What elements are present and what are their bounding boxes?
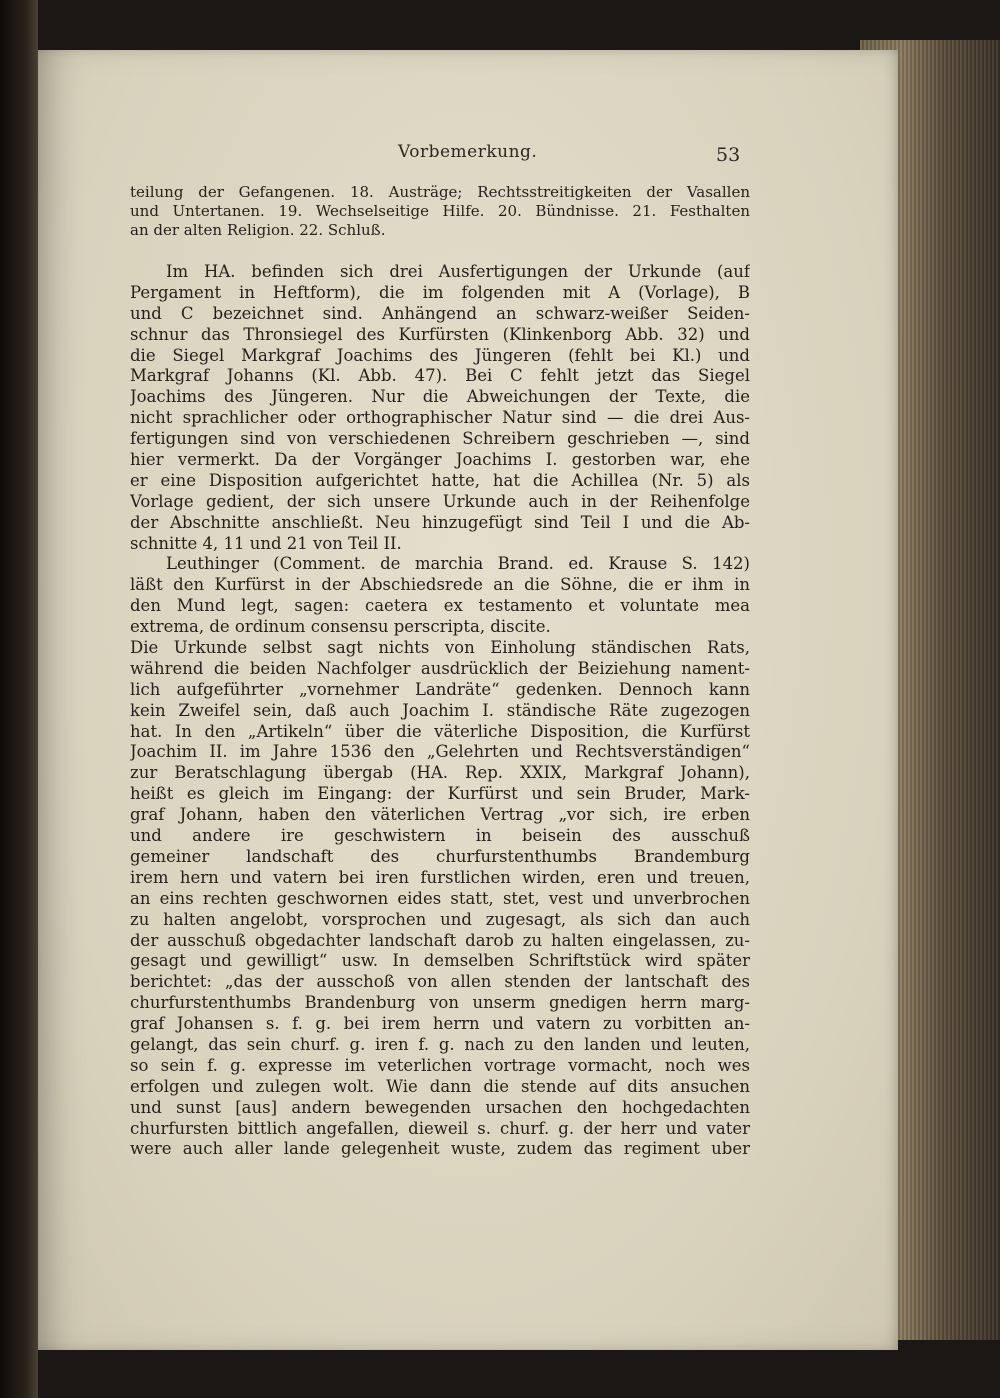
text-line: kein Zweifel sein, daß auch Joachim I. ständische Räte zugezogen (130, 700, 750, 720)
text-line: und andere ire geschwistern in beisein des ausschuß (130, 826, 750, 846)
text-line: graf Johann, haben den väterlichen Vertrag „vor sich, ire erben (130, 805, 750, 825)
text-line: Joachim II. im Jahre 1536 den „Gelehrten und Rechtsverständigen“ (130, 742, 750, 762)
body-text (130, 183, 750, 1160)
text-line: zu halten angelobt, vorsprochen und zugesagt, als sich dan auch (130, 909, 750, 929)
text-line: Leuthinger (Comment. de marchia Brand. ed. Krause S. 142) (166, 554, 750, 574)
text-line: Pergament in Heftform), die im folgenden mit A (Vorlage), B (130, 282, 750, 302)
main-paragraphs (130, 262, 750, 1160)
text-line: die Siegel Markgraf Joachims des Jüngeren (fehlt bei Kl.) und (130, 345, 750, 365)
text-line: heißt es gleich im Eingang: der Kurfürst und sein Bruder, Mark- (130, 784, 750, 804)
text-line: gesagt und gewilligt“ usw. In demselben Schriftstück wird später (130, 951, 750, 971)
text-line: an der alten Religion. 22. Schluß. (130, 221, 386, 239)
book-page (38, 50, 898, 1350)
text-line: were auch aller lande gelegenheit wuste, zudem das regiment uber (130, 1139, 750, 1159)
text-line: Im HA. befinden sich drei Ausfertigungen der Urkunde (auf (166, 262, 750, 281)
text-line: fertigungen sind von verschiedenen Schreibern geschrieben —, sind (130, 429, 750, 449)
page-number: 53 (716, 144, 741, 166)
text-line: berichtet: „das der ausschoß von allen stenden der lantschaft des (130, 972, 750, 992)
text-line: churfursten bittlich angefallen, dieweil s. churf. g. der herr und vater (130, 1118, 750, 1138)
text-line: gemeiner landschaft des churfurstenthumbs Brandemburg (130, 846, 750, 866)
text-line: churfurstenthumbs Brandenburg von unserm gnedigen herrn marg- (130, 993, 750, 1013)
text-line: Joachims des Jüngeren. Nur die Abweichungen der Texte, die (130, 387, 750, 407)
text-line: und C bezeichnet sind. Anhängend an schwarz-weißer Seiden- (130, 303, 750, 323)
text-line: den Mund legt, sagen: caetera ex testamento et voluntate mea (130, 596, 750, 616)
text-line: der Abschnitte anschließt. Neu hinzugefügt sind Teil I und die Ab- (130, 512, 750, 532)
text-line: so sein f. g. expresse im veterlichen vortrage vormacht, noch wes (130, 1055, 750, 1075)
contents-continuation (130, 183, 750, 240)
text-line: lich aufgeführter „vornehmer Landräte“ gedenken. Dennoch kann (130, 679, 750, 699)
text-line: der ausschuß obgedachter landschaft darob zu halten eingelassen, zu- (130, 930, 750, 950)
text-line: Die Urkunde selbst sagt nichts von Einholung ständischen Rats, (130, 638, 750, 658)
text-line: Markgraf Johanns (Kl. Abb. 47). Bei C fehlt jetzt das Siegel (130, 366, 750, 386)
page-header (38, 142, 898, 172)
text-line: erfolgen und zulegen wolt. Wie dann die stende auf dits ansuchen (130, 1076, 750, 1096)
text-line: und sunst [aus] andern bewegenden ursachen den hochgedachten (130, 1097, 750, 1117)
text-line: läßt den Kurfürst in der Abschiedsrede an die Söhne, die er ihm in (130, 575, 750, 595)
text-line: hier vermerkt. Da der Vorgänger Joachims I. gestorben war, ehe (130, 450, 750, 470)
text-line: er eine Disposition aufgerichtet hatte, hat die Achillea (Nr. 5) als (130, 470, 750, 490)
text-line: irem hern und vatern bei iren furstlichen wirden, eren und treuen, (130, 867, 750, 887)
text-line: schnitte 4, 11 und 21 von Teil II. (130, 533, 402, 553)
text-line: während die beiden Nachfolger ausdrücklich der Beiziehung nament- (130, 658, 750, 678)
text-line: schnur das Thronsiegel des Kurfürsten (Klinkenborg Abb. 32) und (130, 324, 750, 344)
text-line: zur Beratschlagung übergab (HA. Rep. XXIX, Markgraf Johann), (130, 763, 750, 783)
text-line: nicht sprachlicher oder orthographischer Natur sind — die drei Aus- (130, 408, 750, 428)
book-gutter (0, 0, 38, 1398)
text-line: gelangt, das sein churf. g. iren f. g. nach zu den landen und leuten, (130, 1034, 750, 1054)
text-line: und Untertanen. 19. Wechselseitige Hilfe. 20. Bündnisse. 21. Festhalten (130, 202, 750, 220)
text-line: an eins rechten geschwornen eides statt, stet, vest und unverbrochen (130, 888, 750, 908)
text-line: graf Johansen s. f. g. bei irem herrn und vatern zu vorbitten an- (130, 1014, 750, 1034)
text-line: extrema, de ordinum consensu perscripta, discite. (130, 617, 551, 637)
text-line: teilung der Gefangenen. 18. Austräge; Rechtsstreitigkeiten der Vasallen (130, 183, 750, 201)
running-head: Vorbemerkung. (398, 142, 538, 162)
text-line: hat. In den „Artikeln“ über die väterliche Disposition, die Kurfürst (130, 721, 750, 741)
text-line: Vorlage gedient, der sich unsere Urkunde auch in der Reihenfolge (130, 491, 750, 511)
